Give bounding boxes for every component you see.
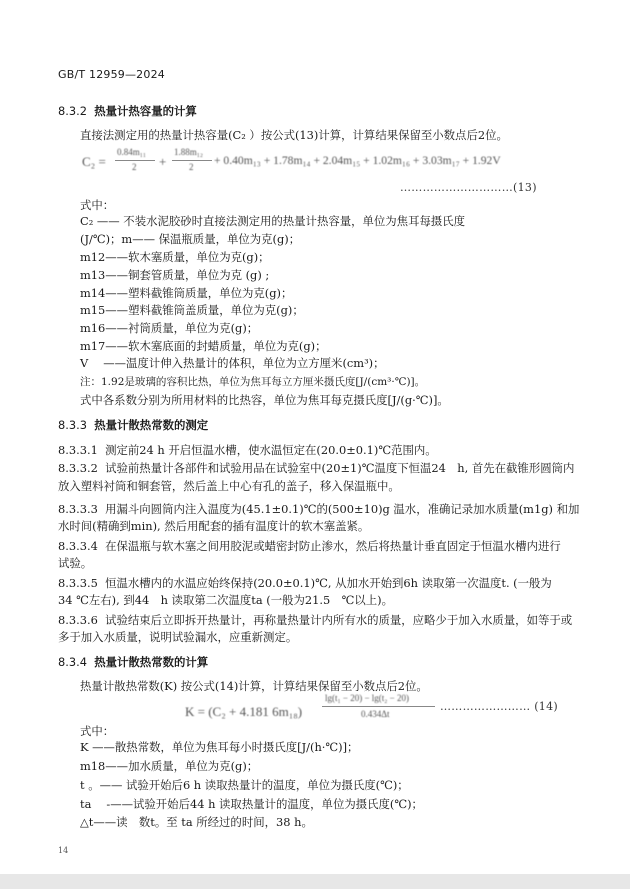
definition-line: m18——加水质量，单位为克(g)； bbox=[80, 759, 259, 773]
clause-text-continued: 试验。 bbox=[58, 556, 93, 570]
section-number: 8.3.4 bbox=[58, 655, 87, 669]
fraction-1-numerator: 0.84m₁₁ bbox=[117, 147, 147, 157]
section-number: 8.3.2 bbox=[58, 104, 87, 118]
section-title: 热量计热容量的计算 bbox=[94, 104, 197, 118]
paragraph-intro-834: 热量计散热常数(K) 按公式(14)计算，计算结果保留至小数点后2位。 bbox=[80, 679, 428, 693]
formula-lhs: C₂ = bbox=[82, 154, 106, 169]
clause-8-3-3-5 bbox=[58, 576, 552, 591]
definition-line: t 。—— 试验开始后6 h 读取热量计的温度，单位为摄氏度(℃)； bbox=[80, 778, 409, 792]
clause-number: 8.3.3.5 bbox=[58, 576, 98, 590]
formula-numerator: lg(t₁ − 20) − lg(t₂ − 20) bbox=[325, 693, 409, 703]
clause-8-3-3-4 bbox=[58, 539, 561, 554]
formula-lhs: K = (C₂ + 4.181 6m₁₈) bbox=[185, 704, 303, 719]
clause-number: 8.3.3.6 bbox=[58, 613, 98, 627]
section-number: 8.3.3 bbox=[58, 418, 87, 432]
definition-line: m17——软木塞底面的封蜡质量，单位为克(g)； bbox=[80, 339, 327, 353]
coefficient-note: 式中各系数分别为所用材料的比热容，单位为焦耳每克摄氏度[J/(g·℃)]。 bbox=[80, 393, 449, 407]
fraction-2-bar bbox=[172, 160, 212, 161]
definition-line: ta -——试验开始后44 h 读取热量计的温度，单位为摄氏度(℃)； bbox=[80, 797, 423, 811]
formula-denominator: 0.434Δt bbox=[361, 709, 390, 719]
clause-8-3-3-2 bbox=[58, 461, 574, 476]
clause-text-continued: 多于加入水质量，说明试验漏水，应重新测定。 bbox=[58, 630, 298, 644]
clause-text: 测定前24 h 开启恒温水槽，使水温恒定在(20.0±0.1)℃范围内。 bbox=[105, 443, 437, 457]
definition-line: C₂ —— 不装水泥胶砂时直接法测定用的热量计热容量，单位为焦耳每摄氏度 bbox=[80, 214, 466, 228]
section-heading-8-3-2 bbox=[58, 104, 197, 119]
clause-text: 试验结束后立即拆开热量计，再称量热量计内所有水的质量，应略少于加入水质量，如等于或 bbox=[105, 613, 573, 627]
bottom-bar bbox=[0, 874, 630, 889]
paragraph-intro-832: 直接法测定用的热量计热容量(C₂ ）按公式(13)计算，计算结果保留至小数点后2位。 bbox=[80, 128, 508, 142]
formula-rest: + 0.40m₁₃ + 1.78m₁₄ + 2.04m₁₅ + 1.02m₁₆ + 3.03m₁₇ + 1.92V bbox=[214, 154, 501, 167]
where-label: 式中： bbox=[80, 724, 115, 738]
definition-line: m12——软木塞质量，单位为克(g)； bbox=[80, 250, 270, 264]
definition-line: △t——读 数t。至 ta 所经过的时间，38 h。 bbox=[80, 815, 313, 829]
clause-number: 8.3.3.3 bbox=[58, 502, 98, 516]
fraction-bar bbox=[322, 706, 435, 707]
clause-8-3-3-3 bbox=[58, 502, 579, 517]
page-number: 14 bbox=[58, 846, 69, 855]
clause-text: 恒温水槽内的水温应始终保持(20.0±0.1)℃, 从加水开始到6h 读取第一次温度t. (一般为 bbox=[105, 576, 552, 590]
definition-line: V ——温度计伸入热量计的体积，单位为立方厘米(cm³)； bbox=[80, 356, 385, 370]
definition-line: m14——塑料截锥筒质量，单位为克(g)； bbox=[80, 286, 293, 300]
section-title: 热量计散热常数的测定 bbox=[94, 418, 209, 432]
section-title: 热量计散热常数的计算 bbox=[94, 655, 209, 669]
definition-line: m15——塑料截锥筒盖质量，单位为克(g)； bbox=[80, 303, 304, 317]
section-heading-8-3-3 bbox=[58, 418, 208, 433]
equation-number-13: …………………………(13) bbox=[400, 181, 537, 194]
fraction-1-bar bbox=[115, 160, 155, 161]
definition-line: m16——衬筒质量，单位为克(g)； bbox=[80, 321, 259, 335]
note: 注：1.92是玻璃的容积比热，单位为焦耳每立方厘米摄氏度[J/(cm³·℃)]。 bbox=[80, 376, 426, 388]
fraction-2-numerator: 1.88m₁₂ bbox=[174, 147, 204, 157]
clause-text: 试验前热量计各部件和试验用品在试验室中(20±1)℃温度下恒温24 h, 首先在截锥形圆筒内 bbox=[105, 461, 575, 475]
clause-text-continued: 水时间(精确到min), 然后用配套的插有温度计的软木塞盖紧。 bbox=[58, 519, 370, 533]
clause-number: 8.3.3.2 bbox=[58, 461, 98, 475]
clause-text: 用漏斗向圆筒内注入温度为(45.1±0.1)℃的(500±10)g 温水，准确记录加水质量(m1g) 和加 bbox=[105, 502, 580, 516]
section-heading-8-3-4 bbox=[58, 655, 208, 670]
standard-number: GB/T 12959—2024 bbox=[58, 68, 165, 81]
clause-8-3-3-6 bbox=[58, 613, 572, 628]
clause-text-continued: 放入塑料衬筒和铜套管，然后盖上中心有孔的盖子，移入保温瓶中。 bbox=[58, 479, 400, 493]
definition-line: m13——铜套管质量，单位为克 (g) ; bbox=[80, 268, 270, 282]
formula-plus: + bbox=[159, 154, 167, 169]
definition-line: K ——散热常数，单位为焦耳每小时摄氏度[J/(h·℃)]； bbox=[80, 740, 359, 754]
fraction-2-denominator: 2 bbox=[189, 162, 194, 172]
clause-number: 8.3.3.4 bbox=[58, 539, 98, 553]
clause-text: 在保温瓶与软木塞之间用胶泥或蜡密封防止渗水，然后将热量计垂直固定于恒温水槽内进行 bbox=[105, 539, 561, 553]
clause-8-3-3-1 bbox=[58, 443, 437, 458]
clause-number: 8.3.3.1 bbox=[58, 443, 98, 457]
where-label: 式中： bbox=[80, 198, 115, 212]
definition-line: (J/℃)；m—— 保温瓶质量，单位为克(g)； bbox=[80, 232, 301, 246]
equation-number-14: …………………… (14) bbox=[440, 700, 558, 713]
clause-text-continued: 34 ℃左右), 到44 h 读取第二次温度ta (一般为21.5 ℃以上)。 bbox=[58, 593, 394, 607]
fraction-1-denominator: 2 bbox=[132, 162, 137, 172]
